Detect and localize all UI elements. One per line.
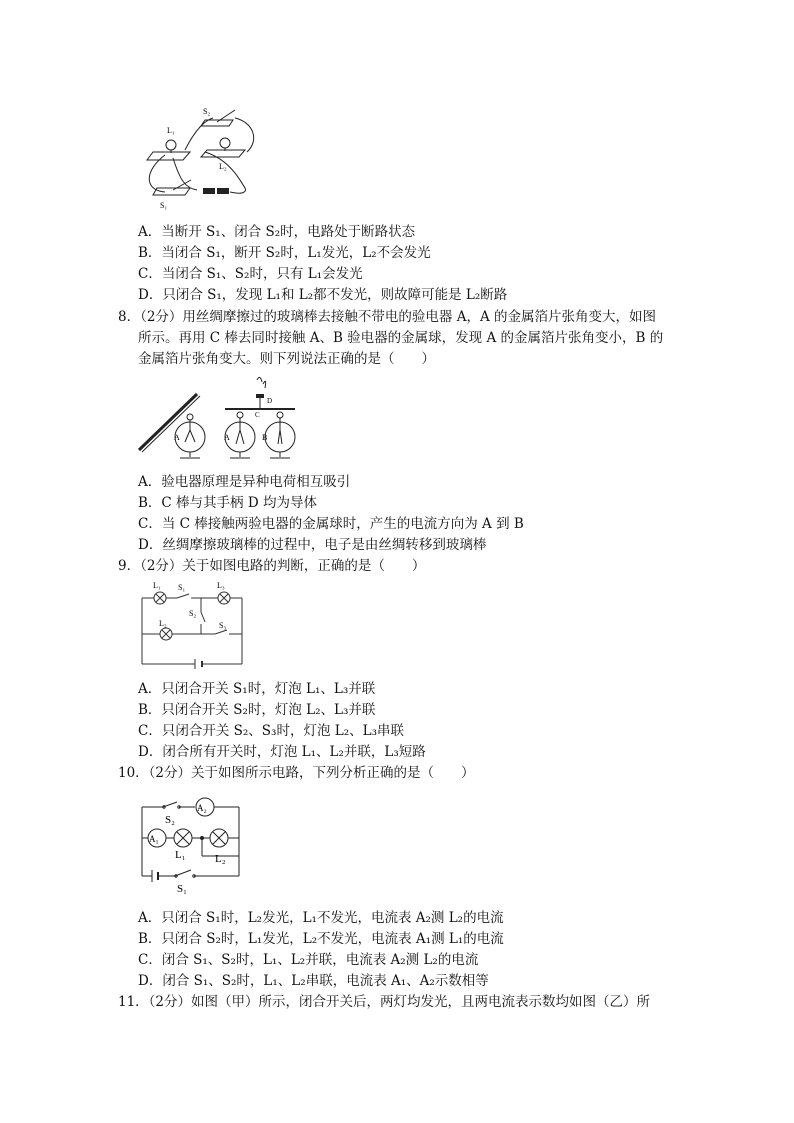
q7-option-b: B．当闭合 S₁，断开 S₂时，L₁发光，L₂不会发光 bbox=[138, 245, 431, 261]
q10-option-c: C．闭合 S₁、S₂时，L₁、L₂并联，电流表 A₂测 L₂的电流 bbox=[138, 952, 479, 968]
q10-circuit-figure bbox=[135, 790, 245, 898]
q7-label-l2: L₂ bbox=[219, 162, 227, 171]
q11-stem: 11．（2分）如图（甲）所示，闭合开关后，两灯均发光，且两电流表示数均如图（乙）所 bbox=[118, 994, 651, 1010]
q8-option-c: C．当 C 棒接触两验电器的金属球时，产生的电流方向为 A 到 B bbox=[138, 516, 524, 532]
q9-label-s3: S₃ bbox=[219, 621, 227, 630]
q9-stem: 9．（2分）关于如图电路的判断，正确的是（ ） bbox=[118, 558, 426, 574]
q7-label-l1: L₁ bbox=[167, 126, 175, 135]
q10-label-a1: A₁ bbox=[149, 834, 159, 844]
q8-stem-line-2: 所示。再用 C 棒去同时接触 A、B 验电器的金属球，发现 A 的金属箔片张角变小，B 的 bbox=[138, 330, 664, 346]
q9-label-l2: L₂ bbox=[159, 619, 167, 628]
q10-label-a2: A₂ bbox=[197, 803, 207, 813]
q10-label-s2: S₂ bbox=[165, 814, 175, 826]
q9-circuit-figure bbox=[135, 578, 250, 670]
q8-option-d: D．丝绸摩擦玻璃棒的过程中，电子是由丝绸转移到玻璃棒 bbox=[138, 537, 487, 553]
q10-option-b: B．只闭合 S₂时，L₁发光，L₂不发光，电流表 A₁测 L₁的电流 bbox=[138, 931, 504, 947]
q8-label-a2: A bbox=[224, 433, 230, 442]
q10-stem: 10．（2分）关于如图所示电路，下列分析正确的是（ ） bbox=[118, 765, 475, 781]
q9-label-l3: L₃ bbox=[217, 581, 225, 590]
q10-label-s1: S₁ bbox=[177, 883, 187, 895]
q9-label-s2: S₂ bbox=[189, 609, 197, 618]
q9-option-d: D．闭合所有开关时，灯泡 L₁、L₂并联，L₃短路 bbox=[138, 744, 426, 760]
q8-label-a1: A bbox=[174, 433, 180, 442]
q8-label-d: D bbox=[267, 397, 273, 405]
q8-electroscope-figure bbox=[135, 372, 305, 464]
q9-option-a: A．只闭合开关 S₁时，灯泡 L₁、L₃并联 bbox=[138, 681, 376, 697]
q8-label-b: B bbox=[262, 433, 268, 442]
q8-option-a: A．验电器原理是异种电荷相互吸引 bbox=[138, 474, 351, 490]
q9-option-b: B．只闭合开关 S₂时，灯泡 L₂、L₃并联 bbox=[138, 702, 376, 718]
q10-option-d: D．闭合 S₁、S₂时，L₁、L₂串联，电流表 A₁、A₂示数相等 bbox=[138, 973, 489, 989]
q7-label-s1: S₁ bbox=[160, 201, 168, 210]
q9-option-c: C．只闭合开关 S₂、S₃时，灯泡 L₂、L₃串联 bbox=[138, 723, 404, 739]
q7-label-s2: S₂ bbox=[203, 107, 211, 116]
q8-label-c: C bbox=[255, 411, 260, 419]
q7-option-d: D．只闭合 S₁，发现 L₁和 L₂都不发光，则故障可能是 L₂断路 bbox=[138, 287, 508, 303]
q8-stem-line-3: 金属箔片张角变大。则下列说法正确的是（ ） bbox=[138, 351, 435, 367]
q9-label-s1: S₁ bbox=[178, 583, 186, 592]
q10-option-a: A．只闭合 S₁时，L₂发光，L₁不发光，电流表 A₂测 L₂的电流 bbox=[138, 910, 504, 926]
q8-option-b: B．C 棒与其手柄 D 均为导体 bbox=[138, 495, 317, 511]
q7-option-c: C．当闭合 S₁、S₂时，只有 L₁会发光 bbox=[138, 266, 363, 282]
q10-label-l1: L₁ bbox=[175, 849, 186, 861]
q7-option-a: A．当断开 S₁、闭合 S₂时，电路处于断路状态 bbox=[138, 224, 416, 240]
q10-label-l2: L₂ bbox=[215, 853, 226, 865]
q9-label-l1: L₁ bbox=[153, 581, 161, 590]
q7-circuit-figure bbox=[135, 100, 265, 215]
q8-stem-line-1: 8．（2分）用丝绸摩擦过的玻璃棒去接触不带电的验电器 A，A 的金属箔片张角变大，如图 bbox=[118, 309, 657, 325]
